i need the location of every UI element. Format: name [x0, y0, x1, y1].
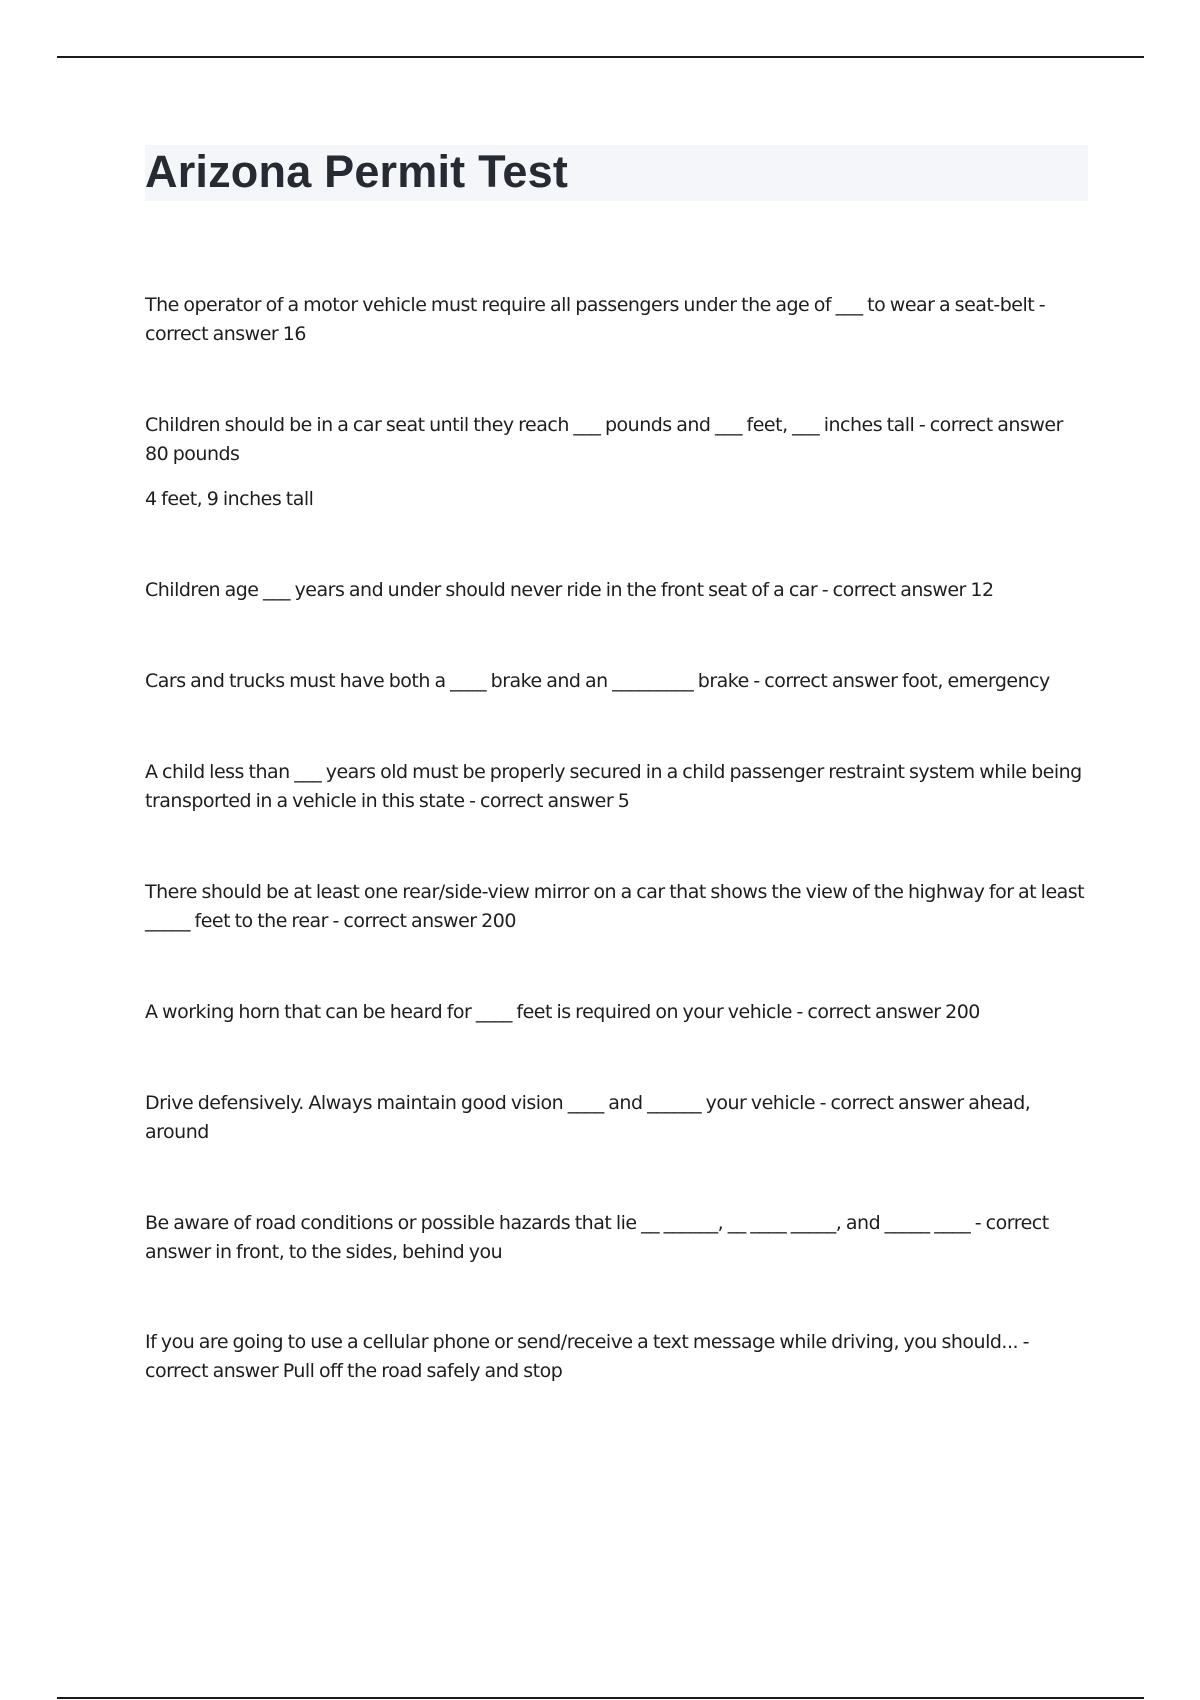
document-title: Arizona Permit Test [145, 146, 569, 197]
qa-item-5: A child less than ___ years old must be properly secured in a child passenger restraint system while being transported in a vehicle in this state - correct answer 5 [145, 761, 1082, 812]
qa-item-3: Children age ___ years and under should never ride in the front seat of a car - correct answer 12 [145, 579, 994, 601]
qa-item-2-extra: 4 feet, 9 inches tall [145, 488, 314, 510]
qa-item-9: Be aware of road conditions or possible hazards that lie __ ______, __ ____ _____, and _____ ____ - correct answer in front, to the sides, behind you [145, 1212, 1049, 1263]
qa-item-7: A working horn that can be heard for ____ feet is required on your vehicle - correct answer 200 [145, 1001, 980, 1023]
qa-item-2: Children should be in a car seat until they reach ___ pounds and ___ feet, ___ inches tall - correct answer 80 pounds [145, 414, 1063, 465]
qa-item-10: If you are going to use a cellular phone or send/receive a text message while driving, you should... - correct answer Pull off the road safely and stop [145, 1331, 1029, 1382]
qa-item-8: Drive defensively. Always maintain good vision ____ and ______ your vehicle - correct answer ahead, around [145, 1092, 1031, 1143]
top-rule [57, 56, 1144, 58]
qa-item-4: Cars and trucks must have both a ____ brake and an _________ brake - correct answer foot, emergency [145, 670, 1050, 692]
bottom-rule [57, 1697, 1144, 1699]
qa-item-1: The operator of a motor vehicle must require all passengers under the age of ___ to wear a seat-belt - correct answer 16 [145, 294, 1046, 345]
qa-item-6: There should be at least one rear/side-view mirror on a car that shows the view of the highway for at least _____ feet to the rear - correct answer 200 [145, 881, 1085, 932]
